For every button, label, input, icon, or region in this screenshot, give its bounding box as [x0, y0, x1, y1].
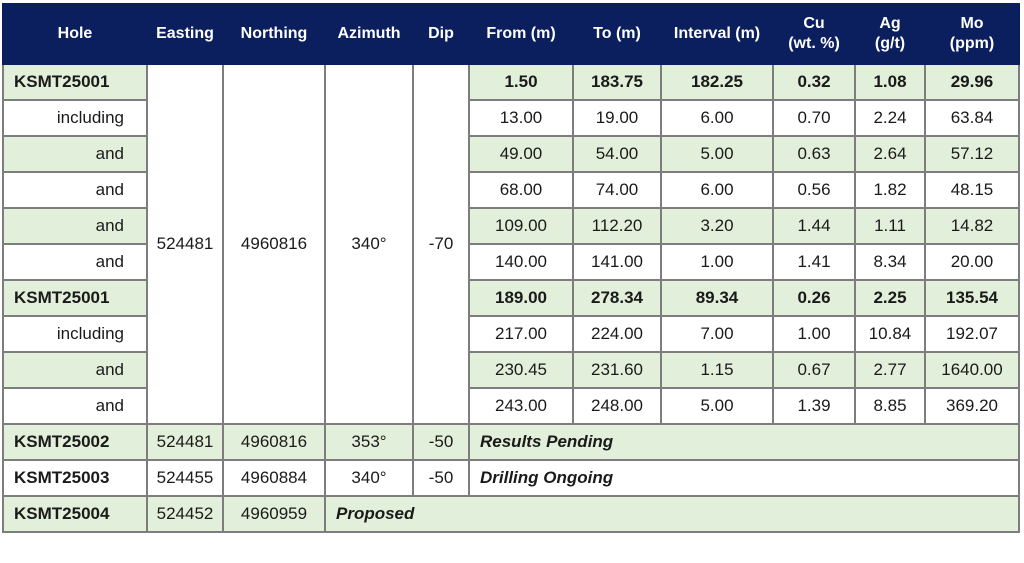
header-ag-line2: (g/t) [874, 35, 906, 52]
header-from: From (m) [469, 4, 573, 64]
mo-cell: 57.12 [925, 136, 1019, 172]
from-cell: 230.45 [469, 352, 573, 388]
azimuth-cell: 340° [325, 64, 413, 424]
status-cell: Results Pending [469, 424, 1019, 460]
cu-cell: 0.32 [773, 64, 855, 100]
hole-cell: and [3, 244, 147, 280]
ag-cell: 10.84 [855, 316, 925, 352]
table-row [3, 460, 1019, 496]
header-ag [855, 4, 925, 64]
to-cell: 19.00 [573, 100, 661, 136]
to-cell: 141.00 [573, 244, 661, 280]
hole-cell: KSMT25001 [3, 280, 147, 316]
header-mo-line1: Mo [960, 15, 984, 32]
table-row [3, 424, 1019, 460]
to-cell: 112.20 [573, 208, 661, 244]
to-cell: 74.00 [573, 172, 661, 208]
hole-cell: and [3, 136, 147, 172]
header-cu-line2: (wt. %) [788, 35, 840, 52]
easting-cell: 524481 [147, 424, 223, 460]
hole-cell: and [3, 172, 147, 208]
from-cell: 49.00 [469, 136, 573, 172]
ag-cell: 1.08 [855, 64, 925, 100]
to-cell: 54.00 [573, 136, 661, 172]
cu-cell: 0.70 [773, 100, 855, 136]
interval-cell: 1.15 [661, 352, 773, 388]
northing-cell: 4960884 [223, 460, 325, 496]
hole-cell: and [3, 208, 147, 244]
hole-cell: and [3, 352, 147, 388]
header-to: To (m) [573, 4, 661, 64]
hole-cell: and [3, 388, 147, 424]
easting-cell: 524455 [147, 460, 223, 496]
from-cell: 109.00 [469, 208, 573, 244]
cu-cell: 1.41 [773, 244, 855, 280]
header-hole: Hole [3, 4, 147, 64]
hole-cell: KSMT25004 [3, 496, 147, 532]
northing-cell: 4960959 [223, 496, 325, 532]
interval-cell: 6.00 [661, 100, 773, 136]
to-cell: 278.34 [573, 280, 661, 316]
interval-cell: 1.00 [661, 244, 773, 280]
from-cell: 13.00 [469, 100, 573, 136]
status-cell: Drilling Ongoing [469, 460, 1019, 496]
cu-cell: 0.56 [773, 172, 855, 208]
mo-cell: 192.07 [925, 316, 1019, 352]
interval-cell: 182.25 [661, 64, 773, 100]
interval-cell: 3.20 [661, 208, 773, 244]
hole-cell: KSMT25003 [3, 460, 147, 496]
cu-cell: 1.39 [773, 388, 855, 424]
dip-cell: -70 [413, 64, 469, 424]
table-row [3, 496, 1019, 532]
azimuth-cell: 340° [325, 460, 413, 496]
header-row [3, 4, 1019, 64]
header-ag-line1: Ag [879, 15, 901, 32]
hole-cell: KSMT25002 [3, 424, 147, 460]
easting-cell: 524452 [147, 496, 223, 532]
header-northing: Northing [223, 4, 325, 64]
interval-cell: 7.00 [661, 316, 773, 352]
ag-cell: 8.85 [855, 388, 925, 424]
mo-cell: 29.96 [925, 64, 1019, 100]
header-easting: Easting [147, 4, 223, 64]
from-cell: 140.00 [469, 244, 573, 280]
header-dip: Dip [413, 4, 469, 64]
mo-cell: 20.00 [925, 244, 1019, 280]
northing-cell: 4960816 [223, 64, 325, 424]
mo-cell: 135.54 [925, 280, 1019, 316]
from-cell: 243.00 [469, 388, 573, 424]
azimuth-cell: 353° [325, 424, 413, 460]
from-cell: 189.00 [469, 280, 573, 316]
drill-results-table-container [2, 3, 1020, 533]
mo-cell: 14.82 [925, 208, 1019, 244]
header-mo-line2: (ppm) [949, 35, 995, 52]
interval-cell: 5.00 [661, 136, 773, 172]
ag-cell: 1.11 [855, 208, 925, 244]
header-cu [773, 4, 855, 64]
from-cell: 217.00 [469, 316, 573, 352]
mo-cell: 48.15 [925, 172, 1019, 208]
ag-cell: 2.24 [855, 100, 925, 136]
hole-cell: KSMT25001 [3, 64, 147, 100]
cu-cell: 1.00 [773, 316, 855, 352]
status-cell: Proposed [325, 496, 1019, 532]
interval-cell: 89.34 [661, 280, 773, 316]
northing-cell: 4960816 [223, 424, 325, 460]
ag-cell: 2.25 [855, 280, 925, 316]
ag-cell: 1.82 [855, 172, 925, 208]
interval-cell: 6.00 [661, 172, 773, 208]
cu-cell: 1.44 [773, 208, 855, 244]
interval-cell: 5.00 [661, 388, 773, 424]
table-row [3, 64, 1019, 100]
ag-cell: 8.34 [855, 244, 925, 280]
ag-cell: 2.77 [855, 352, 925, 388]
to-cell: 183.75 [573, 64, 661, 100]
to-cell: 248.00 [573, 388, 661, 424]
hole-cell: including [3, 316, 147, 352]
to-cell: 224.00 [573, 316, 661, 352]
ag-cell: 2.64 [855, 136, 925, 172]
mo-cell: 63.84 [925, 100, 1019, 136]
mo-cell: 1640.00 [925, 352, 1019, 388]
mo-cell: 369.20 [925, 388, 1019, 424]
dip-cell: -50 [413, 424, 469, 460]
dip-cell: -50 [413, 460, 469, 496]
header-cu-line1: Cu [803, 15, 825, 32]
from-cell: 1.50 [469, 64, 573, 100]
to-cell: 231.60 [573, 352, 661, 388]
cu-cell: 0.26 [773, 280, 855, 316]
cu-cell: 0.63 [773, 136, 855, 172]
header-azimuth: Azimuth [325, 4, 413, 64]
header-mo [925, 4, 1019, 64]
from-cell: 68.00 [469, 172, 573, 208]
header-interval: Interval (m) [661, 4, 773, 64]
cu-cell: 0.67 [773, 352, 855, 388]
hole-cell: including [3, 100, 147, 136]
easting-cell: 524481 [147, 64, 223, 424]
drill-results-table [2, 3, 1020, 533]
